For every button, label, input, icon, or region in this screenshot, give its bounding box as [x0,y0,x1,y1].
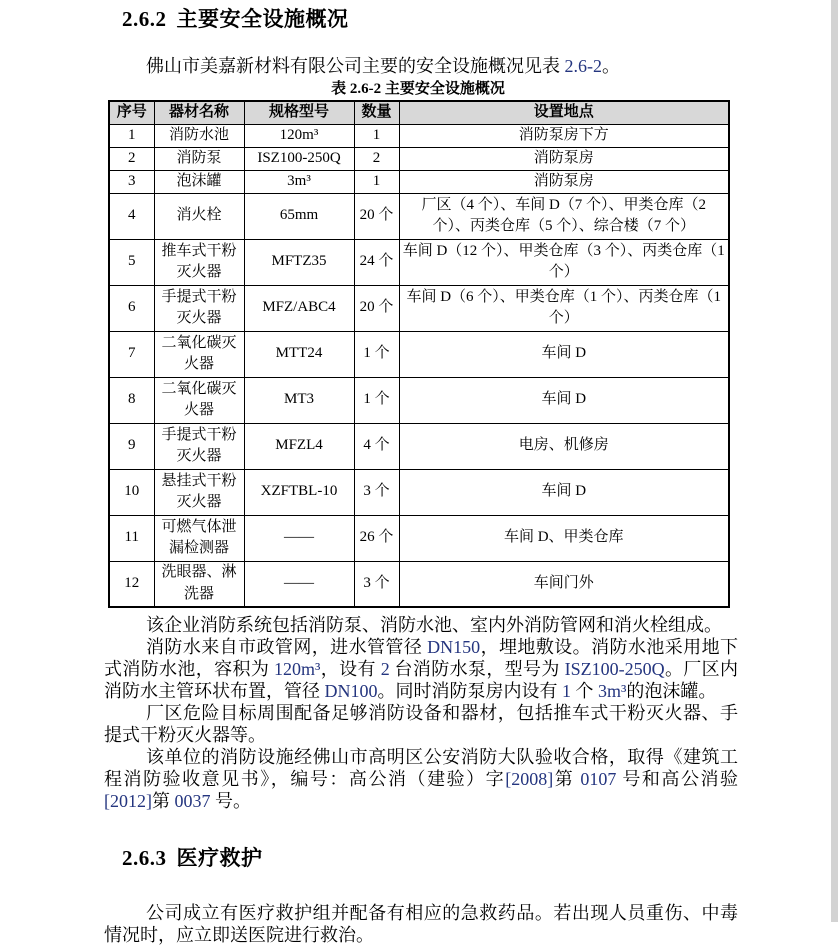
table-cell: 车间 D [399,331,729,377]
table-cell: 消火栓 [154,193,244,239]
table-cell: 24 个 [354,239,399,285]
section-title: 主要安全设施概况 [176,8,349,31]
table-cell: 3m³ [244,170,354,193]
text-segment: 1 [562,681,571,702]
table-cell: 车间 D（12 个）、甲类仓库（3 个）、丙类仓库（1 个） [399,239,729,285]
table-cell: 5 [109,239,154,285]
table-cell: 2 [354,147,399,170]
text-segment: 0107 [580,769,617,790]
text-segment: 3m³ [598,681,627,702]
table-cell: XZFTBL-10 [244,469,354,515]
table-cell: 1 [109,124,154,147]
table-cell: 车间门外 [399,561,729,607]
safety-facility-table [108,100,730,608]
table-cell: 3 个 [354,561,399,607]
paragraph-fire-system [104,614,738,636]
table-cell: 11 [109,515,154,561]
table-cell: 消防水池 [154,124,244,147]
table-cell: 2 [109,147,154,170]
table-cell: 26 个 [354,515,399,561]
table-cell: 泡沫罐 [154,170,244,193]
scrollbar[interactable] [831,0,838,922]
header-quantity: 数量 [354,101,399,124]
table-cell: 6 [109,285,154,331]
table-row [109,124,729,147]
text-segment: 佛山市美嘉新材料有限公司主要的安全设施概况见表 [146,56,565,76]
table-cell: —— [244,515,354,561]
table-header-row [109,101,729,124]
table-row [109,561,729,607]
table-cell: 12 [109,561,154,607]
table-cell: MFZ/ABC4 [244,285,354,331]
intro-paragraph [104,55,738,77]
table-cell: 8 [109,377,154,423]
table-cell: 电房、机修房 [399,423,729,469]
text-segment: 0037 [174,791,211,812]
text-segment: ISZ100-250Q [564,659,665,680]
text-segment: 2 [380,659,390,680]
table-cell: 65mm [244,193,354,239]
table-row [109,423,729,469]
table-cell: 消防泵房 [399,147,729,170]
text-segment: [2008] [505,769,554,790]
text-segment: 的泡沫罐。 [626,681,717,702]
section-number: 2.6.3 [122,846,167,871]
table-row [109,469,729,515]
text-segment: 120m³ [274,659,321,680]
table-row [109,147,729,170]
table-cell: 10 [109,469,154,515]
paragraph-fire-water [104,636,738,702]
text-segment: 。同时消防泵房内设有 [377,681,562,702]
table-row [109,331,729,377]
paragraph-fire-equipment [104,702,738,746]
section-title: 医疗救护 [176,847,263,871]
table-cell: 9 [109,423,154,469]
table-cell: 4 [109,193,154,239]
text-segment: 。厂区内消防水主管环状布置，管径 [104,659,739,702]
table-cell: 1 [354,124,399,147]
table-cell: 3 个 [354,469,399,515]
header-equipment-name: 器材名称 [154,101,244,124]
table-cell: 车间 D（6 个）、甲类仓库（1 个）、丙类仓库（1 个） [399,285,729,331]
table-cell: MFTZ35 [244,239,354,285]
text-segment: 厂区危险目标周围配备足够消防设备和器材，包括推车式干粉灭火器、手提式干粉灭火器等。 [104,703,738,746]
text-segment: 该单位的消防设施经佛山市高明区公安消防大队验收合格，取得《建筑工程消防验收意见书》，编号：高公消（建验）字 [104,747,738,790]
table-cell: 推车式干粉灭火器 [154,239,244,285]
text-segment: 2.6-2 [564,56,602,76]
text-segment: [2012] [104,791,152,812]
text-segment: 第 [152,791,175,812]
text-segment: 公司成立有医疗救护组并配备有相应的急救药品。若出现人员重伤、中毒情况时，应立即送医院进行救治。 [104,903,738,946]
table-row [109,170,729,193]
paragraph-fire-acceptance [104,746,738,812]
table-cell: 厂区（4 个）、车间 D（7 个）、甲类仓库（2 个）、丙类仓库（5 个）、综合楼（7 个） [399,193,729,239]
table-cell: 消防泵房下方 [399,124,729,147]
section-number: 2.6.2 [122,7,167,31]
text-segment: 号。 [210,791,251,812]
table-row [109,239,729,285]
table-cell: MFZL4 [244,423,354,469]
table-cell: 20 个 [354,193,399,239]
text-segment: 个 [571,681,598,702]
table-cell: 可燃气体泄漏检测器 [154,515,244,561]
table-cell: 4 个 [354,423,399,469]
text-segment: 。 [602,56,620,76]
table-cell: 二氧化碳灭火器 [154,331,244,377]
text-segment: DN150 [427,637,481,658]
table-body [109,124,729,607]
text-segment: ，埋地敷设。消防水池采用地下式消防水池，容积为 [104,637,739,680]
paragraph-medical [104,902,738,946]
text-segment: 第 [553,769,581,790]
table-row [109,377,729,423]
table-cell: 20 个 [354,285,399,331]
document-page [104,0,738,946]
table-row [109,193,729,239]
header-index: 序号 [109,101,154,124]
table-cell: 消防泵房 [399,170,729,193]
table-cell: 7 [109,331,154,377]
table-cell: 手提式干粉灭火器 [154,285,244,331]
text-segment: ，设有 [320,659,381,680]
text-segment: 台消防水泵，型号为 [389,659,565,680]
table-cell: 消防泵 [154,147,244,170]
table-cell: 1 个 [354,331,399,377]
table-cell: 洗眼器、淋洗器 [154,561,244,607]
table-row [109,285,729,331]
table-cell: 1 [354,170,399,193]
table-cell: 车间 D、甲类仓库 [399,515,729,561]
table-cell: ISZ100-250Q [244,147,354,170]
table-cell: —— [244,561,354,607]
table-caption: 表 2.6-2 主要安全设施概况 [331,81,505,97]
table-cell: 车间 D [399,377,729,423]
text-segment: 消防水来自市政管网，进水管管径 [146,637,428,658]
text-segment: DN100 [324,681,378,702]
text-segment: 号和高公消验 [616,769,739,790]
table-cell: 车间 D [399,469,729,515]
table-cell: 120m³ [244,124,354,147]
table-cell: 3 [109,170,154,193]
text-segment: 该企业消防系统包括消防泵、消防水池、室内外消防管网和消火栓组成。 [146,615,722,636]
table-cell: MT3 [244,377,354,423]
table-cell: 二氧化碳灭火器 [154,377,244,423]
section-heading-263 [122,842,738,872]
table-cell: 悬挂式干粉灭火器 [154,469,244,515]
table-cell: 1 个 [354,377,399,423]
header-spec-model: 规格型号 [244,101,354,124]
table-cell: 手提式干粉灭火器 [154,423,244,469]
table-row [109,515,729,561]
header-location: 设置地点 [399,101,729,124]
table-cell: MTT24 [244,331,354,377]
section-heading-262 [122,3,738,33]
